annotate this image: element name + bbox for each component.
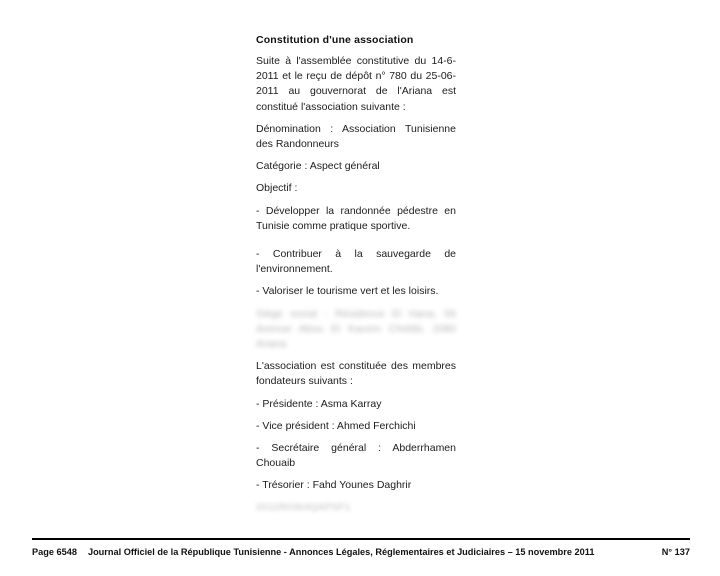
notice-founders-intro: L'association est constituée des membres fondateurs suivants : (256, 360, 456, 388)
footer-page-number: Page 6548 (32, 547, 77, 557)
founder-vice-president: - Vice président : Ahmed Ferchichi (256, 419, 416, 432)
notice-objective-item-3: - Valoriser le tourisme vert et les loisirs. (256, 285, 439, 298)
notice-column (256, 33, 456, 514)
redacted-address-block: Siège social : Résidence El Hana, 56 Avenue Abou El Kacem Chebbi, 2080 Ariana (256, 307, 456, 351)
notice-objective-item-1: - Développer la randonnée pédestre en Tunisie comme pratique sportive. (256, 204, 456, 232)
footer-publication-title: Journal Officiel de la République Tunisienne - Annonces Légales, Réglementaires et Judiciaires – 15 novembre 2011 (87, 547, 595, 557)
notice-title: Constitution d'une association (256, 34, 414, 46)
redacted-reference-code: 2011R0364QAPSF1 (256, 501, 351, 513)
notice-paragraph-constitution: Suite à l'assemblée constitutive du 14-6-2011 et le reçu de dépôt n° 780 du 25-06-2011 au gouvernorat de l'Ariana est constitué l'association suivante : (256, 55, 456, 113)
founder-secretary-general: - Secrétaire général : Abderrhamen Chouaib (256, 442, 456, 470)
footer-divider (32, 538, 690, 540)
notice-paragraph-objectif: Objectif : (256, 182, 298, 195)
footer-left-group (32, 547, 594, 557)
notice-objective-item-2: - Contribuer à la sauvegarde de l'environnement. (256, 248, 456, 276)
founder-treasurer: - Trésorier : Fahd Younes Daghrir (256, 479, 412, 492)
founder-president: - Présidente : Asma Karray (256, 397, 382, 410)
footer-issue-number: N° 137 (661, 547, 690, 557)
notice-paragraph-categorie: Catégorie : Aspect général (256, 160, 380, 173)
page-footer (32, 538, 690, 568)
footer-content (32, 547, 690, 557)
notice-paragraph-denomination: Dénomination : Association Tunisienne des Randonneurs (256, 122, 456, 151)
